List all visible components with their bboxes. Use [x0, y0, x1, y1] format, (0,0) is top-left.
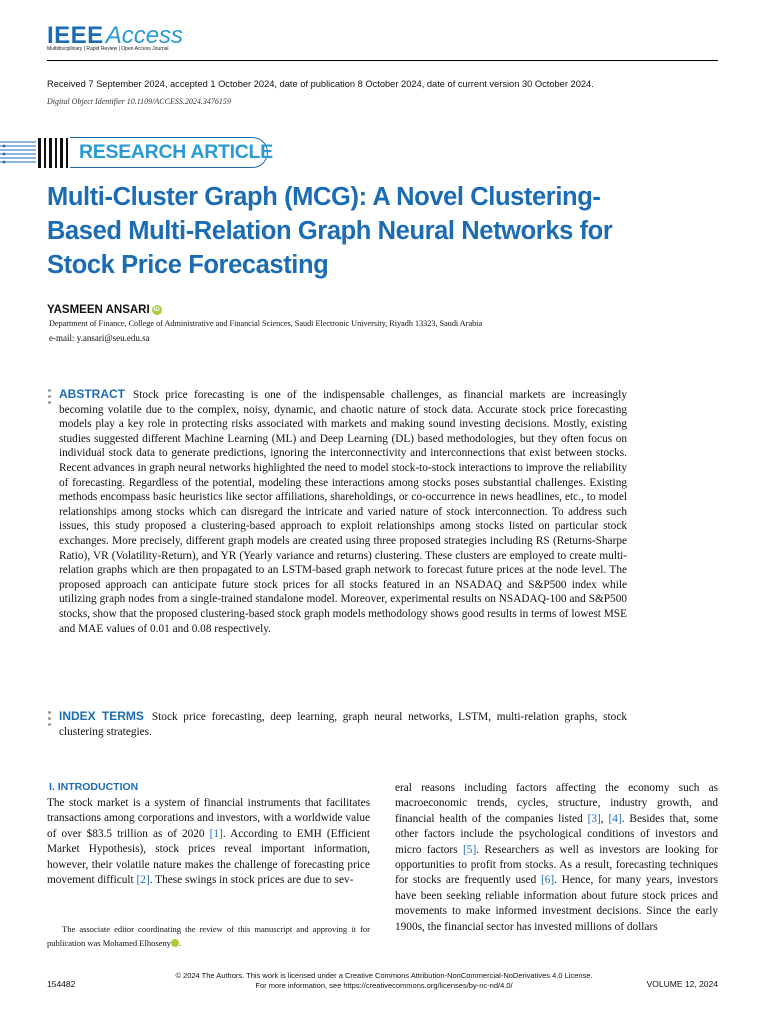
intro-text: . Researchers as well as investors are looking for opportunities to profit from stocks. As a result, forecasting techniques for stocks are frequently used — [395, 843, 718, 887]
abstract — [59, 387, 627, 636]
footnote-text: The associate editor coordinating the review of this manuscript and approving it for publication was Mohamed Elhoseny — [47, 924, 370, 948]
abstract-label: ABSTRACT — [59, 387, 125, 401]
received-dates: Received 7 September 2024, accepted 1 October 2024, date of publication 8 October 2024, date of current version 30 October 2024. — [47, 79, 594, 89]
banner-stripes-icon — [0, 134, 72, 172]
intro-text: eral reasons including factors affecting the economy such as macroeconomic trends, cycles, structure, industry growth, and financial health of the companies listed — [395, 782, 718, 825]
page-number: 154482 — [47, 979, 76, 989]
citation-link[interactable]: [5] — [463, 843, 477, 856]
section-heading-introduction: I. INTRODUCTION — [49, 781, 139, 793]
abstract-text: Stock price forecasting is one of the indispensable challenges, as financial markets are increasingly becoming volatile due to the complex, noisy, dynamic, and chaotic nature of stock data. Accurate stock price forecasting models play a key role in protecting risks associated with markets and making sound investing decisions. Mostly, existing studies suggested different Machine Learning (ML) and Deep Learning (DL) based methodologies, but they often focus on individual stock data to generate predictions, ignoring the interconnectivity and interconnections that exist between stocks. Recent advances in graph neural networks highlighted the need to model stock-to-stock interactions to improve the reliability of forecasting. Regardless of the potential, modeling these interactions among stocks poses substantial challenges. Existing methods encompass basic heuristics like sector affiliations, shareholdings, or co-occurrence in news headlines, etc., to model relationships among stocks which can disregard the intricate and varied nature of stock interconnection. To address such issues, this study proposed a clustering-based approach to exploit relationships among stocks listed on particular stock exchanges. More precisely, different graph models are created using three proposed strategies including RS (Returns-Sharpe Ratio), VR (Volatility-Return), and YR (Yearly variance and returns) clustering. These clusters are employed to create multi-relation graphs which are then propagated to an LSTM-based graph network to forecast future prices at the node level. The proposed approach can anticipate future stock prices for all stocks featured in an NSADAQ and S&P500 index while utilizing graph nodes from a single-trained standalone model. Moreover, experimental results on NSADAQ-100 and S&P500 stocks, show that the proposed clustering-based stock graph models methodology shows good results in terms of lowest MSE and MAE values of 0.01 and 0.08 respectively. — [59, 389, 627, 635]
editor-footnote: The associate editor coordinating the review of this manuscript and approving it for publication was Mohamed Elhoseny iD. — [47, 924, 370, 948]
article-type-banner — [0, 134, 273, 172]
orcid-icon[interactable]: iD — [153, 307, 160, 313]
author-email[interactable]: e-mail: y.ansari@seu.edu.sa — [49, 333, 150, 343]
citation-link[interactable]: [2] — [136, 874, 150, 887]
author-affiliation: Department of Finance, College of Administrative and Financial Sciences, Saudi Electronic University, Riyadh 13323, Saudi Arabia — [49, 319, 483, 328]
intro-text: . Besides that, some other factors include the psychological conditions of investors and micro factors — [395, 812, 718, 856]
citation-link[interactable]: [4] — [608, 812, 622, 825]
header-rule — [47, 60, 718, 61]
index-terms-dots-icon — [48, 711, 52, 729]
article-type: RESEARCH ARTICLE — [79, 141, 273, 163]
doi: Digital Object Identifier 10.1109/ACCESS.2024.3476159 — [47, 97, 231, 106]
citation-link[interactable]: [6] — [540, 874, 555, 887]
index-terms-text: Stock price forecasting, deep learning, graph neural networks, LSTM, multi-relation graphs, stock clustering strategies. — [59, 711, 627, 738]
logo-ieee: IEEE — [47, 22, 104, 49]
intro-text: . According to EMH (Efficient Market Hypothesis), stock prices reveal important information, however, their volatile nature makes the challenge of forecasting price movement difficult — [47, 827, 370, 887]
logo-access: Access — [105, 22, 184, 49]
author-line — [47, 304, 162, 316]
intro-text: . These swings in stock prices are due to sev- — [149, 874, 354, 887]
abstract-dots-icon — [48, 389, 52, 407]
paper-title: Multi-Cluster Graph (MCG): A Novel Clustering-Based Multi-Relation Graph Neural Networks for Stock Price Forecasting — [47, 183, 613, 279]
intro-right-column — [395, 781, 718, 935]
orcid-icon[interactable]: iD — [171, 939, 179, 947]
intro-text: The stock market is a system of financial instruments that facilitates transactions among corporations and investors, with a worldwide value of over $83.5 trillion as of 2020 — [47, 797, 370, 840]
citation-link[interactable]: [3] — [587, 812, 601, 825]
author-name: YASMEEN ANSARI — [47, 304, 150, 316]
index-terms-label: INDEX TERMS — [59, 709, 144, 723]
citation-separator: , — [600, 812, 609, 825]
journal-tagline: Multidisciplinary | Rapid Review | Open Access Journal — [47, 46, 169, 52]
volume-label: VOLUME 12, 2024 — [646, 979, 718, 989]
intro-text: . Hence, for many years, investors have been seeking reliable information about future stock prices and movements to make informed investment decisions. Since the early 1900s, the financial sector has invested millions of dollars — [395, 874, 718, 933]
intro-left-column — [47, 796, 370, 888]
index-terms — [59, 709, 627, 739]
license-line-2[interactable]: For more information, see https://creativecommons.org/licenses/by-nc-nd/4.0/ — [255, 981, 513, 990]
license-line-1: © 2024 The Authors. This work is licensed under a Creative Commons Attribution-NonCommercial-NoDerivatives 4.0 License. — [175, 971, 593, 980]
citation-link[interactable]: [1] — [209, 827, 223, 840]
